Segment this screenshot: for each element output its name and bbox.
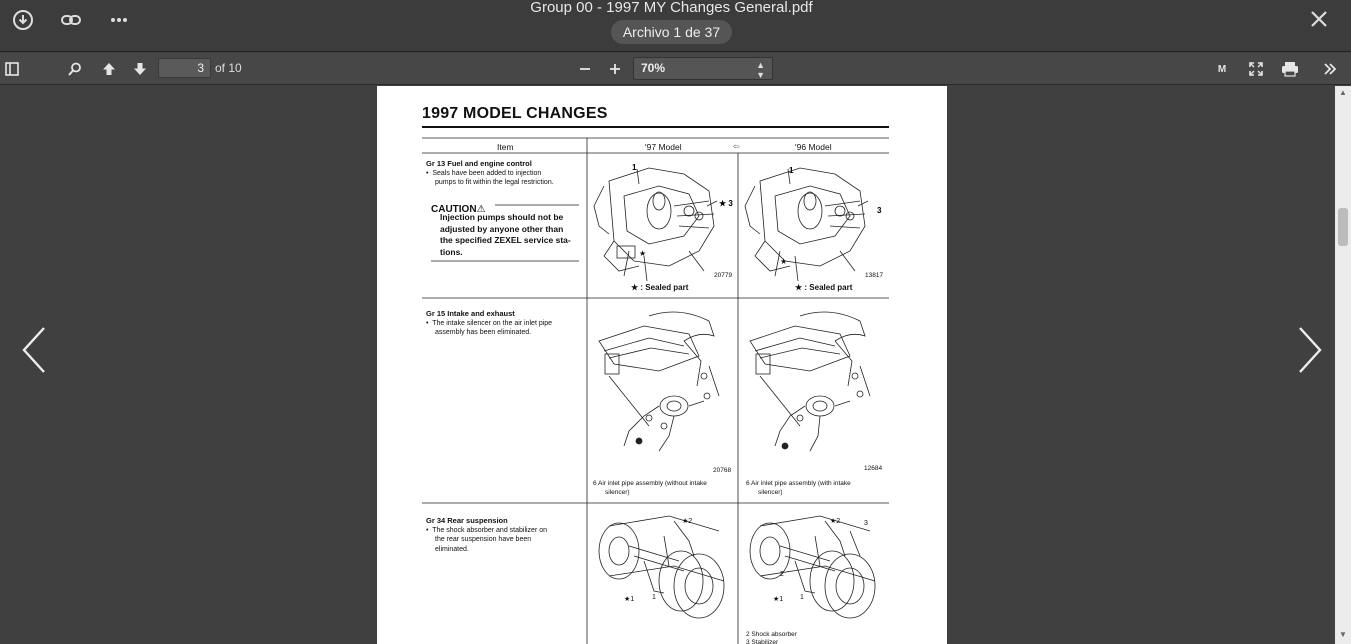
figure-note: 6 Air inlet pipe assembly (without intake silencer) [593,480,707,496]
previous-file-icon[interactable] [20,326,50,374]
figure-note: 6 Air inlet pipe assembly (with intake silencer) [746,480,851,496]
column-header-96-model: '96 Model [795,142,832,152]
section-title: Gr 15 Intake and exhaust [426,309,515,318]
bullet-line: • Seals have been added to injection [426,169,542,177]
previous-page-icon[interactable] [97,57,121,81]
zoom-out-icon[interactable] [573,57,597,81]
intake-diagram-96 [740,306,888,466]
bullet-line: • The intake silencer on the air inlet pipe [426,319,553,327]
bullet-line: pumps to fit within the legal restriction. [435,179,554,186]
top-bar [0,0,1351,52]
arrow-left-icon: ⇦ [733,142,740,151]
section-title: Gr 34 Rear suspension [426,516,508,525]
bullet-line: • The shock absorber and stabilizer on [426,526,548,534]
section-fuel-engine [426,159,554,188]
next-file-icon[interactable] [1294,326,1324,374]
vertical-scrollbar[interactable] [1335,86,1351,644]
callout-label: ★ 3 [719,199,733,208]
svg-text:★1: ★1 [773,596,784,603]
section-rear-suspension [426,516,547,554]
figure-caption: ★ : Sealed part [631,283,689,292]
svg-text:★: ★ [780,257,788,266]
sidebar-toggle-icon[interactable] [0,57,24,81]
pdf-toolbar [0,53,1351,85]
bullet-line: assembly has been eliminated. [435,329,532,336]
figure-number: 20768 [713,467,732,474]
svg-text:1: 1 [800,594,804,601]
figure-note: 2 Shock absorber 3 Stabilizer [746,631,797,644]
suspension-diagram-97 [589,511,737,626]
intake-diagram-97 [589,306,737,466]
select-arrows-icon: ▲ ▼ [756,60,765,80]
document-title: Group 00 - 1997 MY Changes General.pdf [530,0,813,16]
figure-number: 20779 [714,272,733,279]
tools-expand-icon[interactable] [1318,57,1342,81]
page-number-input[interactable] [158,58,211,78]
svg-text:★2: ★2 [830,518,841,525]
scroll-down-icon[interactable]: ▼ [1339,630,1347,639]
scrollbar-thumb[interactable] [1338,208,1348,246]
svg-text:2: 2 [780,571,784,578]
svg-text:1: 1 [652,594,656,601]
mode-m-button[interactable]: M [1217,63,1227,75]
next-page-icon[interactable] [128,57,152,81]
svg-text:★: ★ [639,249,647,258]
print-icon[interactable] [1278,57,1302,81]
scroll-up-icon[interactable]: ▲ [1339,88,1347,97]
svg-text:★2: ★2 [682,518,693,525]
callout-label: 3 [877,206,882,215]
callout-label: 1 [789,166,794,175]
column-header-97-model: '97 Model [645,142,682,152]
section-intake-exhaust [426,309,552,338]
suspension-diagram-96 [740,511,888,626]
close-icon[interactable] [1307,7,1331,31]
zoom-in-icon[interactable] [603,57,627,81]
search-icon[interactable] [63,57,87,81]
fullscreen-icon[interactable] [1244,57,1268,81]
callout-label: 1 [632,163,637,172]
svg-text:★1: ★1 [624,596,635,603]
figure-number: 13817 [865,272,884,279]
section-title: Gr 13 Fuel and engine control [426,159,532,168]
zoom-value: 70% [641,61,666,75]
page-heading: 1997 MODEL CHANGES [422,105,608,122]
column-header-item: Item [497,142,514,152]
figure-caption: ★ : Sealed part [795,283,853,292]
caution-title: CAUTION [431,204,477,215]
bullet-line: eliminated. [435,545,469,553]
figure-number: 12684 [864,465,883,472]
document-viewer [0,86,1351,644]
svg-text:3: 3 [864,520,868,527]
caution-text: Injection pumps should not be adjusted by anyone other than the specified ZEXEL service sta- tions. [440,212,571,257]
page-total-label: of 10 [215,61,242,75]
zoom-select[interactable] [633,57,773,80]
bullet-line: the rear suspension have been [435,536,532,543]
file-counter-badge: Archivo 1 de 37 [611,20,732,44]
pdf-page [377,86,947,644]
warning-icon: ⚠ [476,204,486,215]
